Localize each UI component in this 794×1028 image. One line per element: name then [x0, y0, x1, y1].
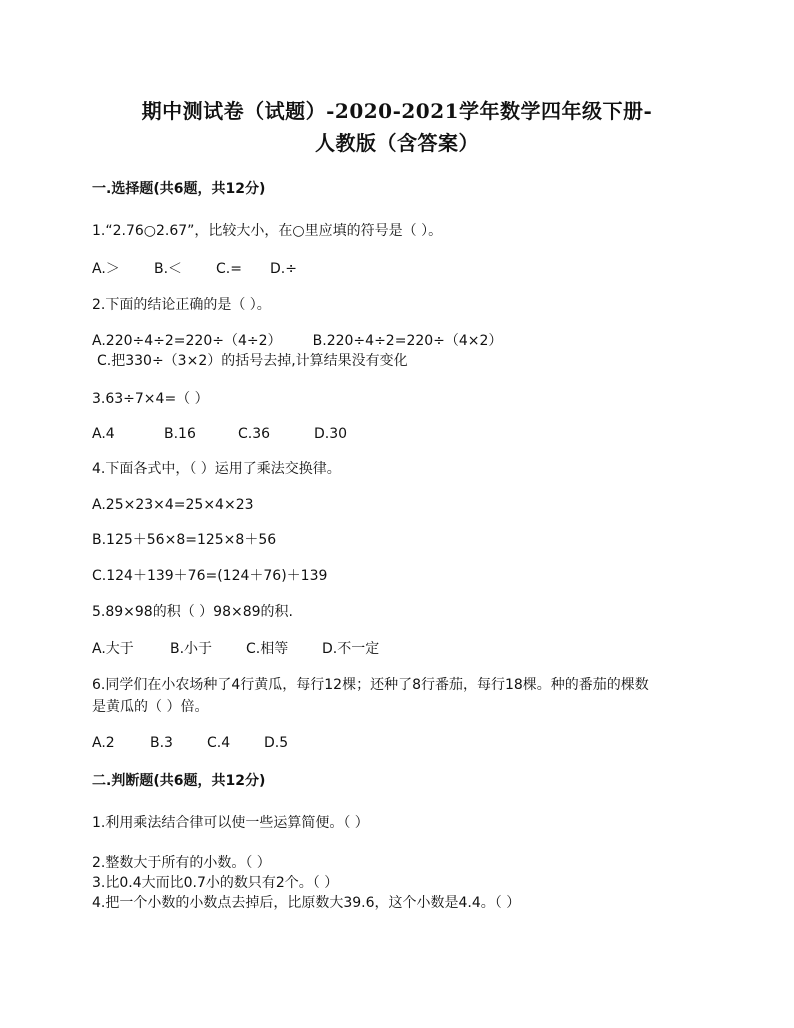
question-2-options-line-1: A.220÷4÷2=220÷（4÷2） B.220÷4÷2=220÷（4×2） — [92, 333, 503, 349]
question-4-option-a: A.25×23×4=25×4×23 — [92, 497, 254, 513]
question-6-options — [92, 734, 288, 752]
question-6-text-line-1: 6.同学们在小农场种了4行黄瓜，每行12棵；还种了8行番茄，每行18棵。种的番茄的棵数 — [92, 677, 649, 693]
question-6-text-line-2: 是黄瓜的（ ）倍。 — [92, 699, 209, 715]
judgement-item-2: 2.整数大于所有的小数。（ ） — [92, 855, 271, 871]
question-2-text: 2.下面的结论正确的是（ ）。 — [92, 297, 271, 313]
question-4-option-b: B.125＋56×8=125×8＋56 — [92, 532, 277, 548]
question-2-options-line-2: C.把330÷（3×2）的括号去掉,计算结果没有变化 — [97, 353, 408, 369]
question-1-options — [92, 260, 297, 278]
option-a: A.＞ — [92, 261, 120, 277]
question-1-text: 1.“2.76○2.67”，比较大小，在○里应填的符号是（ ）。 — [92, 223, 443, 239]
option-d: D.30 — [314, 426, 348, 442]
question-4-option-c: C.124＋139＋76=(124＋76)＋139 — [92, 568, 328, 584]
option-b: B.＜ — [154, 261, 183, 277]
question-4-text: 4.下面各式中，（ ）运用了乘法交换律。 — [92, 461, 341, 477]
option-d: D.不一定 — [322, 641, 380, 657]
option-b: B.小于 — [170, 641, 213, 657]
judgement-item-1: 1.利用乘法结合律可以使一些运算简便。（ ） — [92, 815, 369, 831]
option-d: D.÷ — [270, 261, 297, 277]
question-3-text: 3.63÷7×4=（ ） — [92, 391, 209, 407]
option-d: D.5 — [264, 735, 289, 751]
question-5-text: 5.89×98的积（ ）98×89的积. — [92, 604, 293, 620]
option-a: A.大于 — [92, 641, 134, 657]
option-b: B.3 — [150, 735, 173, 751]
page-title-line-1: 期中测试卷（试题）-2020-2021学年数学四年级下册- — [141, 99, 653, 123]
option-c: C.相等 — [246, 641, 289, 657]
question-3-options — [92, 425, 347, 443]
judgement-item-4: 4.把一个小数的小数点去掉后，比原数大39.6，这个小数是4.4。（ ） — [92, 895, 521, 911]
section-heading-judgement: 二.判断题(共6题，共12分) — [92, 773, 266, 789]
option-b: B.16 — [164, 426, 196, 442]
option-c: C.36 — [238, 426, 271, 442]
question-5-options — [92, 640, 379, 658]
option-c: C.4 — [207, 735, 231, 751]
page-title-line-2: 人教版（含答案） — [315, 131, 479, 155]
section-heading-choice: 一.选择题(共6题，共12分) — [92, 181, 266, 197]
option-a: A.2 — [92, 735, 115, 751]
judgement-item-3: 3.比0.4大而比0.7小的数只有2个。（ ） — [92, 875, 339, 891]
option-c: C.= — [216, 261, 242, 277]
option-a: A.4 — [92, 426, 115, 442]
